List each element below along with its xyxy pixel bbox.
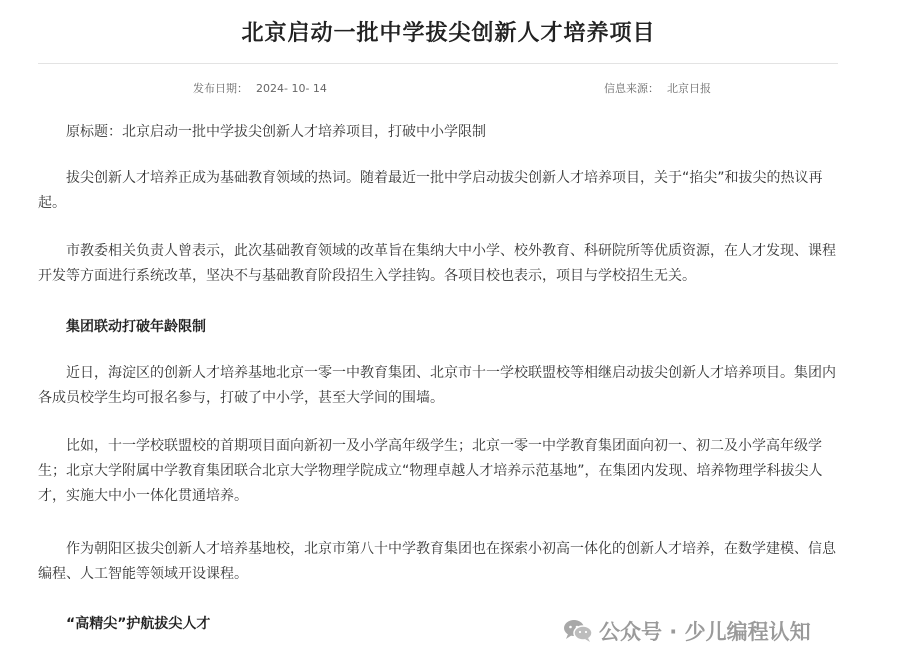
paragraph-intro: 拔尖创新人才培养正成为基础教育领域的热词。随着最近一批中学启动拔尖创新人才培养项目，关于“掐尖”和拔尖的热议再起。 — [38, 170, 823, 211]
publish-date — [193, 80, 327, 96]
wechat-icon — [563, 618, 593, 644]
paragraph-chaoyang: 作为朝阳区拔尖创新人才培养基地校，北京市第八十中学教育集团也在探索小初高一体化的创新人才培养，在数学建模、信息编程、人工智能等领域开设课程。 — [38, 541, 836, 582]
paragraph-examples: 比如，十一学校联盟校的首期项目面向新初一及小学高年级学生；北京一零一中学教育集团面向初一、初二及小学高年级学生；北京大学附属中学教育集团联合北京大学物理学院成立“物理卓越人才培养示范基地”，在集团内发现、培养物理学科拔尖人才，实施大中小一体化贯通培养。 — [38, 438, 823, 504]
publish-date-value: 2024- 10- 14 — [256, 82, 327, 95]
watermark — [563, 616, 811, 646]
title-divider — [38, 63, 838, 64]
article-title: 北京启动一批中学拔尖创新人才培养项目 — [241, 21, 656, 46]
paragraph-commission: 市教委相关负责人曾表示，此次基础教育领域的改革旨在集纳大中小学、校外教育、科研院所等优质资源，在人才发现、课程开发等方面进行系统改革，坚决不与基础教育阶段招生入学挂钩。各项目校也表示，项目与学校招生无关。 — [38, 243, 836, 284]
info-source-label: 信息来源： — [604, 82, 659, 95]
section-heading-1: 集团联动打破年龄限制 — [66, 319, 206, 335]
info-source — [604, 80, 711, 96]
info-source-value: 北京日报 — [667, 82, 711, 95]
watermark-text: 公众号 · 少儿编程认知 — [599, 620, 811, 644]
publish-date-label: 发布日期： — [193, 82, 248, 95]
paragraph-original-title: 原标题：北京启动一批中学拔尖创新人才培养项目，打破中小学限制 — [66, 124, 486, 140]
paragraph-haidian: 近日，海淀区的创新人才培养基地北京一零一中教育集团、北京市十一学校联盟校等相继启动拔尖创新人才培养项目。集团内各成员校学生均可报名参与，打破了中小学，甚至大学间的围墙。 — [38, 365, 836, 406]
section-heading-2: “高精尖”护航拔尖人才 — [66, 616, 211, 632]
